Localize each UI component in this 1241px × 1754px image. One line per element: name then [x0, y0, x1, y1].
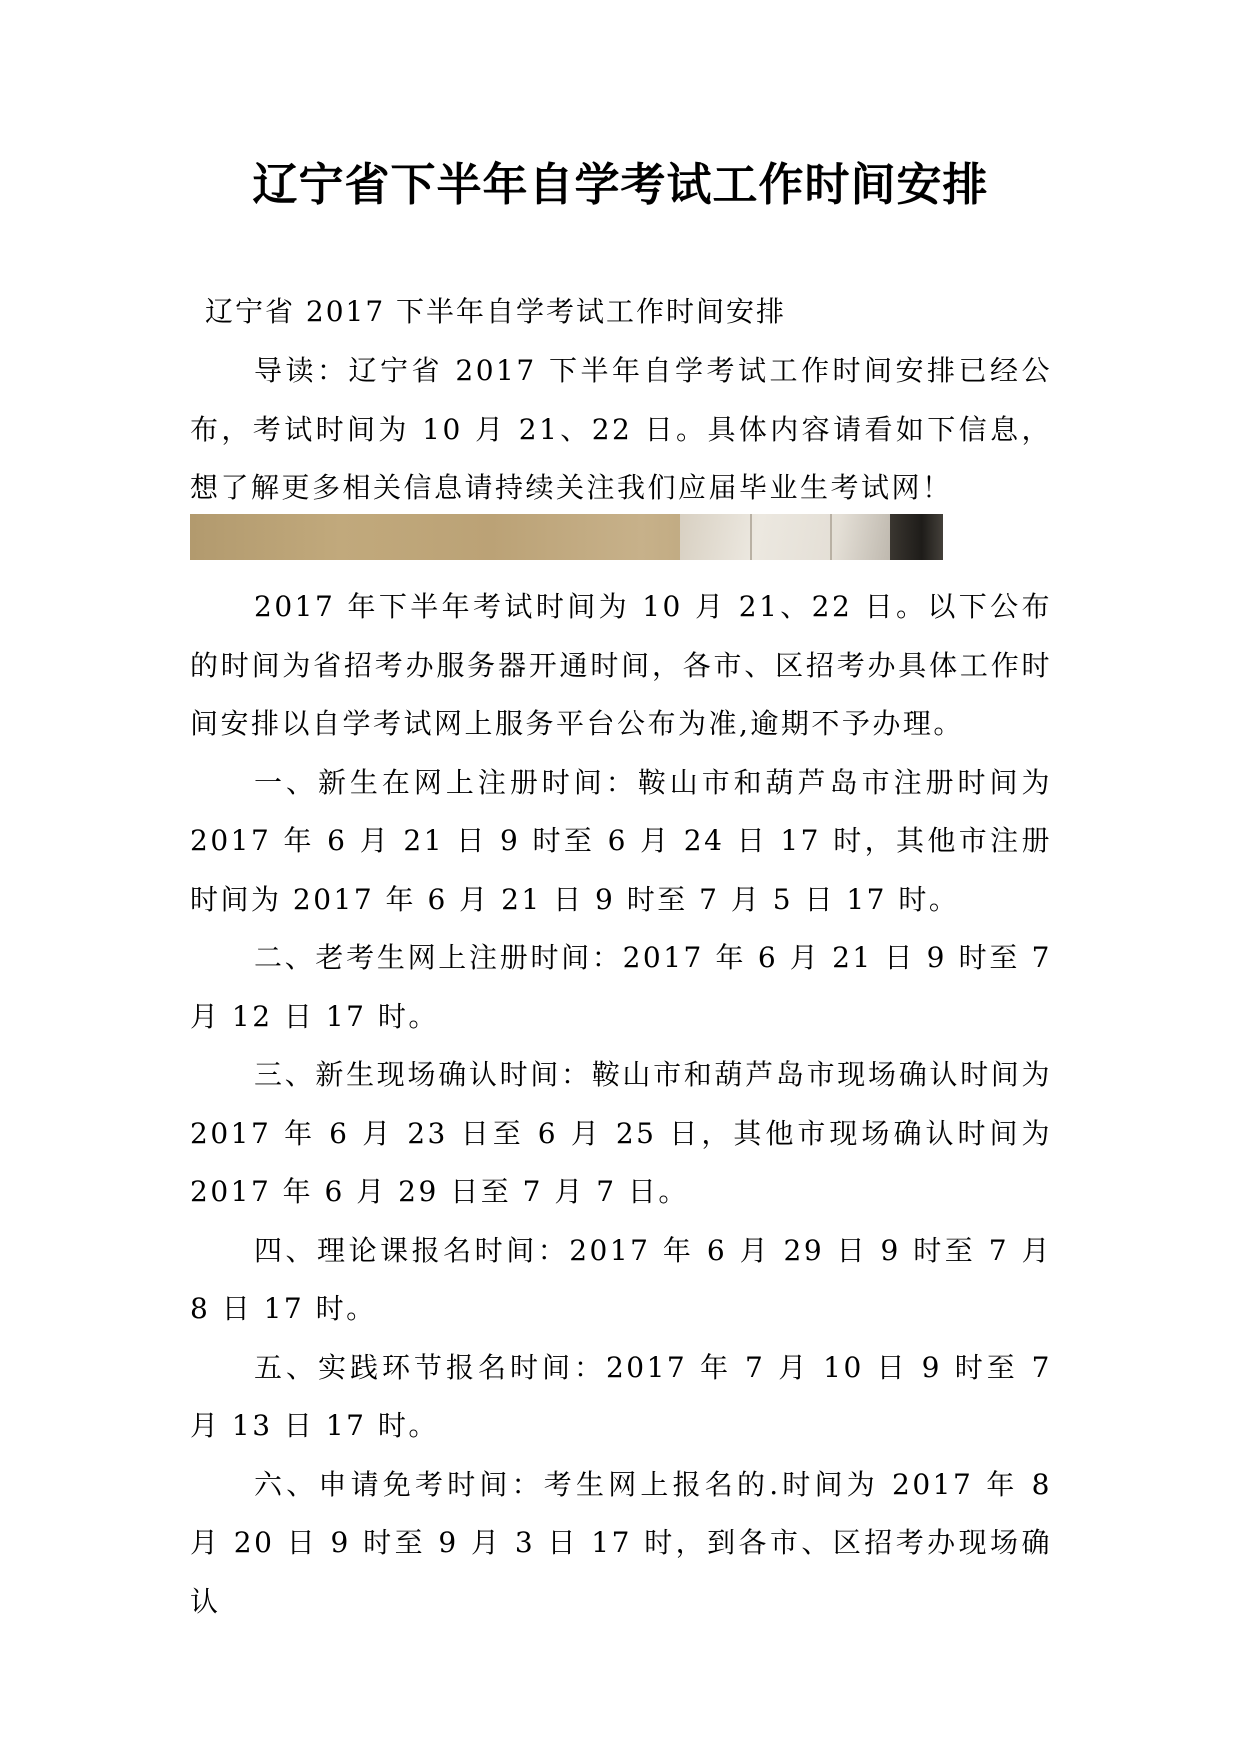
photo-tile-line [830, 514, 832, 560]
paragraph-new-registration: 一、新生在网上注册时间：鞍山市和葫芦岛市注册时间为 2017 年 6 月 21 日 9 时至 6 月 24 日 17 时，其他市注册时间为 2017 年 6 月 21 日 9 时至 7 月 5 日 17 时。 [190, 765, 1052, 916]
photo-tile-line [750, 514, 752, 560]
photo-dark-area [890, 514, 943, 560]
cropped-photo [190, 514, 943, 560]
paragraph-onsite-confirmation: 三、新生现场确认时间：鞍山市和葫芦岛市现场确认时间为 2017 年 6 月 23 日至 6 月 25 日，其他市现场确认时间为 2017 年 6 月 29 日至 7 月 7 日。 [190, 1058, 1052, 1208]
paragraph-theory-enrollment: 四、理论课报名时间：2017 年 6 月 29 日 9 时至 7 月 8 日 17 时。 [190, 1233, 1052, 1325]
document-subtitle: 辽宁省 2017 下半年自学考试工作时间安排 [205, 295, 787, 328]
page-title: 辽宁省下半年自学考试工作时间安排 [252, 158, 989, 211]
paragraph-returning-registration: 二、老考生网上注册时间：2017 年 6 月 21 日 9 时至 7 月 12 日 17 时。 [190, 941, 1052, 1033]
paragraph-exemption: 六、申请免考时间：考生网上报名的.时间为 2017 年 8 月 20 日 9 时至 9 月 3 日 17 时，到各市、区招考办现场确认 [190, 1467, 1052, 1618]
paragraph-exam-date: 2017 年下半年考试时间为 10 月 21、22 日。以下公布的时间为省招考办服务器开通时间，各市、区招考办具体工作时间安排以自学考试网上服务平台公布为准,逾期不予办理。 [190, 590, 1052, 740]
main-content [190, 578, 1052, 1631]
paragraph-practice-enrollment: 五、实践环节报名时间：2017 年 7 月 10 日 9 时至 7 月 13 日 17 时。 [190, 1350, 1052, 1442]
intro-paragraph: 导读：辽宁省 2017 下半年自学考试工作时间安排已经公布，考试时间为 10 月 21、22 日。具体内容请看如下信息，想了解更多相关信息请持续关注我们应届毕业生考试网！ [190, 354, 1052, 504]
intro-section [190, 342, 1052, 518]
